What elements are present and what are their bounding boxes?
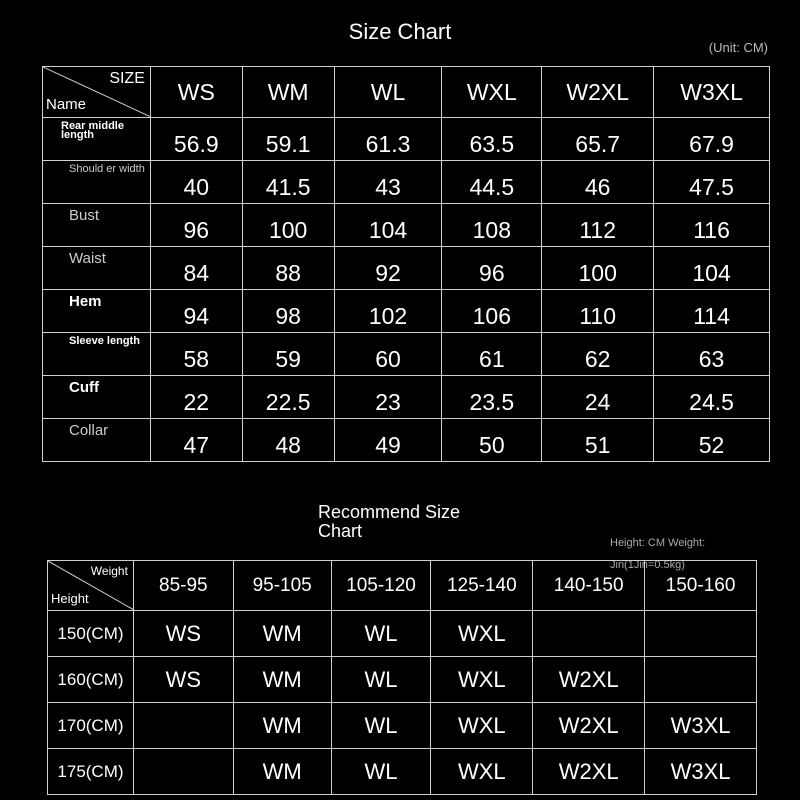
measurement-value: 40 bbox=[150, 161, 242, 204]
size-chart-corner-top-label: SIZE bbox=[109, 70, 145, 87]
size-column-header: WXL bbox=[442, 67, 542, 118]
recommended-size: WL bbox=[331, 611, 431, 657]
recommend-row bbox=[48, 657, 757, 703]
measurement-value: 96 bbox=[442, 247, 542, 290]
recommended-size: WL bbox=[331, 657, 431, 703]
recommended-size: W3XL bbox=[645, 703, 757, 749]
weight-column-header: 105-120 bbox=[331, 561, 431, 611]
measurement-value: 104 bbox=[654, 247, 770, 290]
measurement-value: 23 bbox=[334, 376, 442, 419]
measurement-value: 114 bbox=[654, 290, 770, 333]
recommended-size: WXL bbox=[431, 703, 533, 749]
measurement-value: 44.5 bbox=[442, 161, 542, 204]
measurement-value: 100 bbox=[242, 204, 334, 247]
measurement-name: Collar bbox=[43, 419, 151, 462]
recommended-size bbox=[533, 611, 645, 657]
height-label: 150(CM) bbox=[48, 611, 134, 657]
measurement-name: Rear middle length bbox=[43, 118, 151, 161]
measurement-value: 59.1 bbox=[242, 118, 334, 161]
recommended-size: WS bbox=[133, 611, 233, 657]
size-chart-corner-cell bbox=[43, 67, 151, 118]
size-chart-unit: (Unit: CM) bbox=[708, 40, 768, 55]
recommended-size: WS bbox=[133, 657, 233, 703]
measurement-value: 67.9 bbox=[654, 118, 770, 161]
measurement-value: 65.7 bbox=[542, 118, 654, 161]
height-label: 160(CM) bbox=[48, 657, 134, 703]
measurement-value: 24 bbox=[542, 376, 654, 419]
recommended-size bbox=[133, 703, 233, 749]
recommend-row bbox=[48, 611, 757, 657]
size-column-header: WS bbox=[150, 67, 242, 118]
measurement-value: 50 bbox=[442, 419, 542, 462]
measurement-value: 88 bbox=[242, 247, 334, 290]
recommended-size: WM bbox=[233, 611, 331, 657]
measurement-value: 47.5 bbox=[654, 161, 770, 204]
size-chart-table bbox=[42, 66, 770, 462]
recommend-header-row bbox=[48, 561, 757, 611]
measurement-value: 112 bbox=[542, 204, 654, 247]
measurement-value: 94 bbox=[150, 290, 242, 333]
size-column-header: WL bbox=[334, 67, 442, 118]
recommended-size: WXL bbox=[431, 657, 533, 703]
recommended-size: W2XL bbox=[533, 703, 645, 749]
size-chart-row bbox=[43, 333, 770, 376]
recommend-row bbox=[48, 749, 757, 795]
measurement-value: 47 bbox=[150, 419, 242, 462]
recommended-size: WM bbox=[233, 749, 331, 795]
measurement-name: Cuff bbox=[43, 376, 151, 419]
height-label: 170(CM) bbox=[48, 703, 134, 749]
measurement-value: 41.5 bbox=[242, 161, 334, 204]
size-chart-header-row bbox=[43, 67, 770, 118]
measurement-value: 22.5 bbox=[242, 376, 334, 419]
recommend-unit-line2: Jin(1Jin=0.5kg) bbox=[610, 559, 685, 571]
measurement-value: 104 bbox=[334, 204, 442, 247]
measurement-value: 92 bbox=[334, 247, 442, 290]
weight-column-header: 85-95 bbox=[133, 561, 233, 611]
size-chart-row bbox=[43, 419, 770, 462]
recommended-size bbox=[645, 657, 757, 703]
size-chart-row bbox=[43, 161, 770, 204]
measurement-value: 58 bbox=[150, 333, 242, 376]
size-chart-title: Size Chart bbox=[348, 19, 452, 44]
recommend-unit-line1: Height: CM Weight: bbox=[610, 537, 706, 549]
measurement-value: 84 bbox=[150, 247, 242, 290]
measurement-value: 43 bbox=[334, 161, 442, 204]
measurement-name: Should er width bbox=[43, 161, 151, 204]
measurement-value: 63.5 bbox=[442, 118, 542, 161]
recommend-chart-table bbox=[47, 560, 757, 795]
measurement-name: Sleeve length bbox=[43, 333, 151, 376]
size-chart-row bbox=[43, 204, 770, 247]
size-chart-row bbox=[43, 118, 770, 161]
recommend-corner-cell bbox=[48, 561, 134, 611]
recommend-title-line2: Chart bbox=[318, 521, 363, 541]
measurement-value: 100 bbox=[542, 247, 654, 290]
recommended-size: WM bbox=[233, 703, 331, 749]
weight-column-header: 95-105 bbox=[233, 561, 331, 611]
measurement-value: 98 bbox=[242, 290, 334, 333]
measurement-value: 102 bbox=[334, 290, 442, 333]
measurement-value: 61.3 bbox=[334, 118, 442, 161]
measurement-value: 56.9 bbox=[150, 118, 242, 161]
size-column-header: W2XL bbox=[542, 67, 654, 118]
measurement-value: 59 bbox=[242, 333, 334, 376]
measurement-value: 63 bbox=[654, 333, 770, 376]
measurement-value: 51 bbox=[542, 419, 654, 462]
recommended-size: WL bbox=[331, 749, 431, 795]
recommended-size: WM bbox=[233, 657, 331, 703]
measurement-name: Hem bbox=[43, 290, 151, 333]
recommended-size: W3XL bbox=[645, 749, 757, 795]
measurement-value: 60 bbox=[334, 333, 442, 376]
recommended-size: W2XL bbox=[533, 749, 645, 795]
measurement-value: 49 bbox=[334, 419, 442, 462]
measurement-value: 96 bbox=[150, 204, 242, 247]
size-chart-corner-bottom-label: Name bbox=[46, 96, 87, 113]
measurement-value: 116 bbox=[654, 204, 770, 247]
recommend-row bbox=[48, 703, 757, 749]
recommend-corner-top-label: Weight bbox=[90, 564, 128, 578]
recommended-size: WL bbox=[331, 703, 431, 749]
weight-column-header: 140-150 bbox=[533, 561, 645, 611]
measurement-value: 22 bbox=[150, 376, 242, 419]
measurement-value: 61 bbox=[442, 333, 542, 376]
measurement-value: 23.5 bbox=[442, 376, 542, 419]
size-column-header: W3XL bbox=[654, 67, 770, 118]
measurement-name: Bust bbox=[43, 204, 151, 247]
measurement-value: 48 bbox=[242, 419, 334, 462]
size-chart-row bbox=[43, 376, 770, 419]
recommended-size: WXL bbox=[431, 611, 533, 657]
recommend-title-line1: Recommend Size bbox=[318, 502, 461, 522]
size-chart-row bbox=[43, 247, 770, 290]
weight-column-header: 150-160 bbox=[645, 561, 757, 611]
measurement-value: 106 bbox=[442, 290, 542, 333]
measurement-name: Waist bbox=[43, 247, 151, 290]
measurement-value: 62 bbox=[542, 333, 654, 376]
measurement-value: 108 bbox=[442, 204, 542, 247]
height-label: 175(CM) bbox=[48, 749, 134, 795]
size-chart-row bbox=[43, 290, 770, 333]
measurement-value: 110 bbox=[542, 290, 654, 333]
recommend-chart-title bbox=[318, 503, 460, 541]
size-column-header: WM bbox=[242, 67, 334, 118]
recommended-size bbox=[133, 749, 233, 795]
weight-column-header: 125-140 bbox=[431, 561, 533, 611]
recommended-size: W2XL bbox=[533, 657, 645, 703]
recommend-corner-bottom-label: Height bbox=[51, 591, 89, 606]
recommended-size bbox=[645, 611, 757, 657]
recommended-size: WXL bbox=[431, 749, 533, 795]
measurement-value: 46 bbox=[542, 161, 654, 204]
measurement-value: 24.5 bbox=[654, 376, 770, 419]
measurement-value: 52 bbox=[654, 419, 770, 462]
